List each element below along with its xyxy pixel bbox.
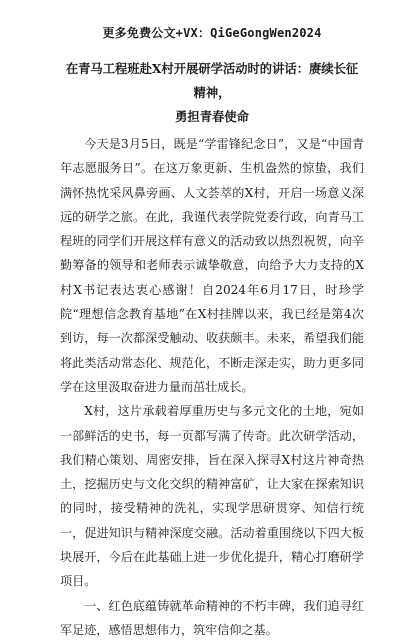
paragraph-3: 一、红色底蕴铸就革命精神的不朽丰碑，我们追寻红军足迹，感悟思想伟力，筑牢信仰之基。 <box>60 598 364 637</box>
title-line-1: 在青马工程班赴X村开展研学活动时的讲话：赓续长征精神， <box>65 61 359 100</box>
title-line-2: 勇担青春使命 <box>175 109 249 124</box>
paragraph-1: 今天是3月5日，既是“学雷锋纪念日”，又是“中国青年志愿服务日”。在这万象更新、生机盎然的惊蛰，我们满怀热忱采风鼻旁画、人文荟萃的X村，开启一场意义深远的研学之旅。在此，我谨代表学院党委行政，向青马工程班的同学们开展这样有意义的活动致以热烈祝贺，向辛勤筹备的领导和老师表示诚挚敬意，向给予大力支持的X村X书记表达衷心感谢！自2024年6月17日，时珍学院“理想信念教育基地”在X村挂牌以来，我已经是第4次到访，每一次都深受触动、收获颇丰。未来，希望我们能将此类活动常态化、规范化，不断走深走实，助力更多同学在这里汲取奋进力量而茁壮成长。 <box>60 137 364 394</box>
page-header: 更多免费公文+VX：QiGeGongWen2024 <box>102 26 322 40</box>
document-title <box>60 57 364 129</box>
paragraph-2: X村，这片承载着厚重历史与多元文化的土地，宛如一部鲜活的史书，每一页都写满了传奇。此次研学活动，我们精心策划、周密安排，旨在深入探寻X村这片神奇热土，挖掘历史与文化交织的精神富矿，让大家在探索知识的同时，接受精神的洗礼，实现学思研贯穿、知信行统一，促进知识与精神深度交融。活动着重围绕以下四大板块展开，今后在此基础上进一步优化提升，精心打磨研学项目。 <box>60 404 364 589</box>
